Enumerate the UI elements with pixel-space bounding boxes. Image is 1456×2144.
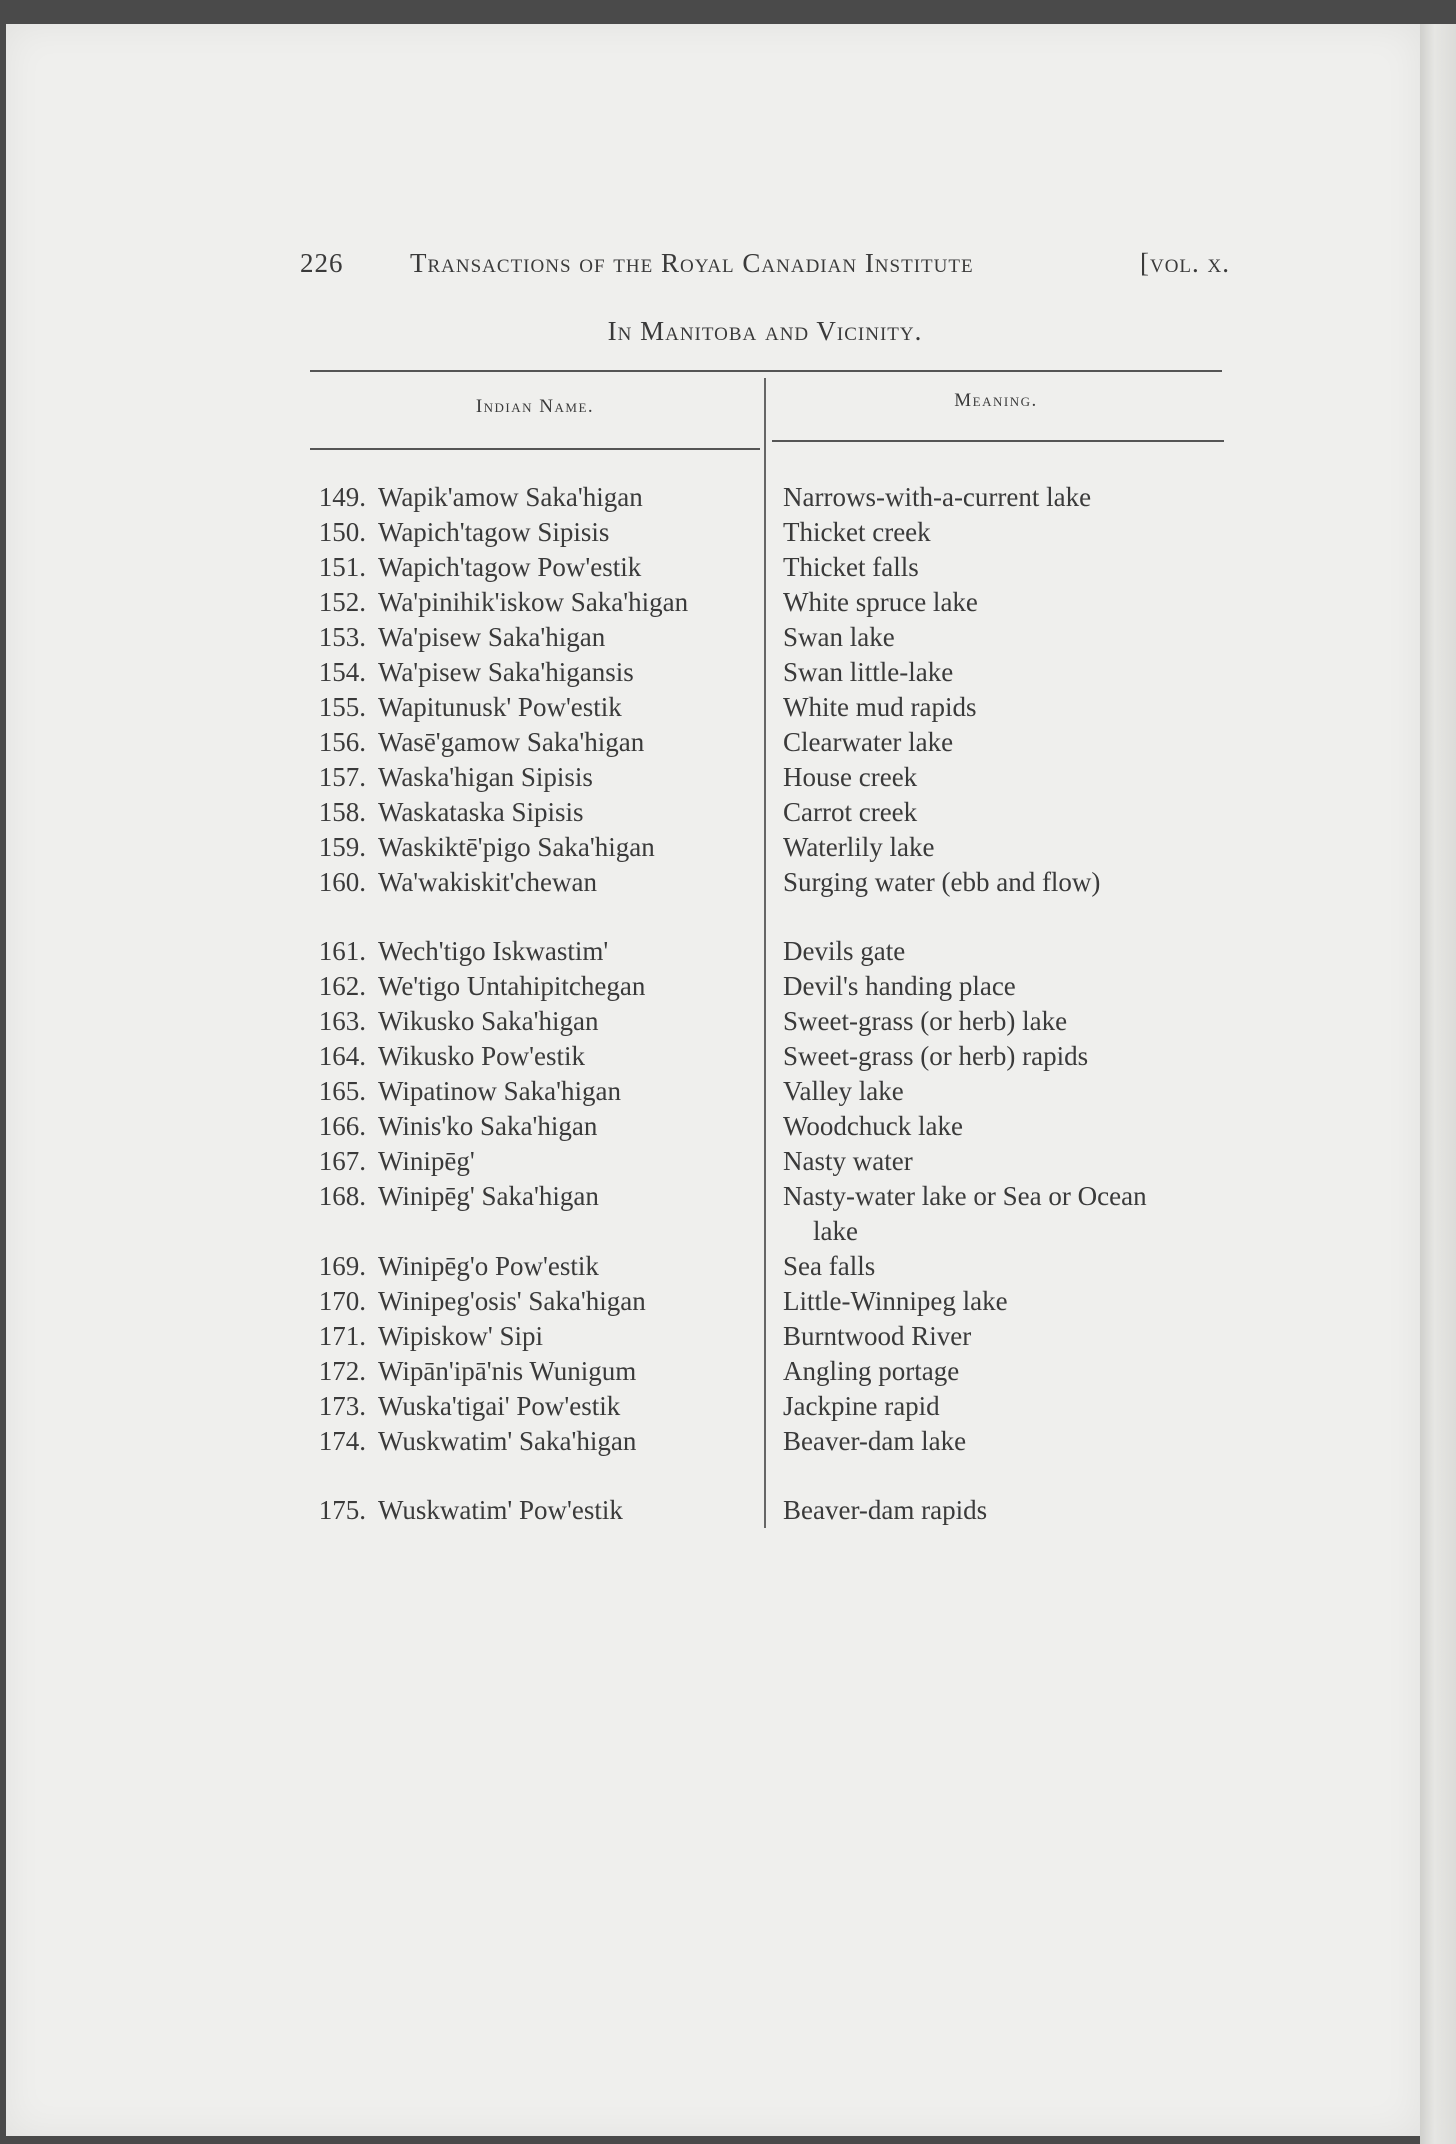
meaning: Woodchuck lake	[783, 1111, 964, 1141]
entry-number: 170.	[318, 1286, 366, 1316]
entry-number: 159.	[318, 832, 366, 862]
entry-number: 175.	[318, 1495, 366, 1525]
meaning: Swan lake	[783, 622, 895, 652]
meaning: Sweet-grass (or herb) rapids	[783, 1041, 1089, 1071]
entry-number: 165.	[318, 1076, 366, 1106]
entry-number: 161.	[318, 936, 366, 966]
meaning: Devils gate	[783, 936, 906, 966]
page-number: 226	[300, 248, 344, 278]
entry-number: 152.	[318, 587, 366, 617]
entry-number: 149.	[318, 482, 366, 512]
meaning: White mud rapids	[783, 692, 977, 722]
indian-name: Wapitunusk' Pow'estik	[378, 692, 622, 722]
indian-name: Winipēg'	[378, 1146, 475, 1176]
list-item	[310, 934, 1260, 969]
meaning: Angling portage	[783, 1356, 960, 1386]
entry-number: 169.	[318, 1251, 366, 1281]
list-item	[310, 865, 1260, 900]
entry-number: 168.	[318, 1181, 366, 1211]
list-item	[310, 1284, 1260, 1319]
volume-label: [vol. x.	[1139, 248, 1230, 278]
entry-number: 150.	[318, 517, 366, 547]
indian-name: Wasē'gamow Saka'higan	[378, 727, 645, 757]
meaning: Beaver-dam lake	[783, 1426, 967, 1456]
meaning: Thicket falls	[783, 552, 919, 582]
indian-name: Wapik'amow Saka'higan	[378, 482, 643, 512]
list-item	[310, 1004, 1260, 1039]
indian-name: Wipatinow Saka'higan	[378, 1076, 621, 1106]
meaning: Swan little-lake	[783, 657, 954, 687]
list-item	[310, 725, 1260, 760]
list-item	[310, 795, 1260, 830]
running-title: Transactions of the Royal Canadian Institute	[410, 248, 974, 278]
list-item	[310, 1074, 1260, 1109]
meaning: Burntwood River	[783, 1321, 972, 1351]
entry-number: 155.	[318, 692, 366, 722]
list-item	[310, 1389, 1260, 1424]
list-item	[310, 655, 1260, 690]
indian-name: Waskataska Sipisis	[378, 797, 584, 827]
list-item	[310, 585, 1260, 620]
indian-name: Wa'pisew Saka'higansis	[378, 657, 634, 687]
list-item	[310, 1109, 1260, 1144]
indian-name: Wipān'ipā'nis Wunigum	[378, 1356, 637, 1386]
meaning: Sea falls	[783, 1251, 876, 1281]
list-item	[310, 690, 1260, 725]
entry-number: 172.	[318, 1356, 366, 1386]
meaning: Nasty water	[783, 1146, 913, 1176]
entry-number: 166.	[318, 1111, 366, 1141]
list-item	[310, 515, 1260, 550]
indian-name: We'tigo Untahipitchegan	[378, 971, 646, 1001]
indian-name: Winipēg'o Pow'estik	[378, 1251, 599, 1281]
indian-name: Wikusko Pow'estik	[378, 1041, 586, 1071]
indian-name: Winipēg' Saka'higan	[378, 1181, 599, 1211]
list-item	[310, 1179, 1260, 1249]
running-header	[300, 248, 1230, 288]
entry-number: 154.	[318, 657, 366, 687]
list-item	[310, 1354, 1260, 1389]
section-subtitle: In Manitoba and Vicinity.	[607, 316, 923, 346]
column-header-name: Indian Name.	[475, 396, 595, 417]
entry-number: 153.	[318, 622, 366, 652]
meaning: Devil's handing place	[783, 971, 1016, 1001]
meaning: Clearwater lake	[783, 727, 954, 757]
meaning-continuation: lake	[813, 1216, 858, 1246]
indian-name: Wech'tigo Iskwastim'	[378, 936, 609, 966]
list-item	[310, 550, 1260, 585]
entry-number: 174.	[318, 1426, 366, 1456]
indian-name: Wa'wakiskit'chewan	[378, 867, 597, 897]
meaning: Valley lake	[783, 1076, 904, 1106]
list-item	[310, 1424, 1260, 1459]
entry-number: 171.	[318, 1321, 366, 1351]
entry-number: 158.	[318, 797, 366, 827]
indian-name: Waska'higan Sipisis	[378, 762, 593, 792]
meaning: Little-Winnipeg lake	[783, 1286, 1008, 1316]
list-item	[310, 1144, 1260, 1179]
name-header-underline	[310, 448, 760, 450]
list-item	[310, 969, 1260, 1004]
list-item	[310, 1039, 1260, 1074]
entry-number: 151.	[318, 552, 366, 582]
meaning: Thicket creek	[783, 517, 931, 547]
meaning: Jackpine rapid	[783, 1391, 940, 1421]
indian-name: Winipeg'osis' Saka'higan	[378, 1286, 646, 1316]
list-item	[310, 760, 1260, 795]
list-item	[310, 1249, 1260, 1284]
entry-number: 160.	[318, 867, 366, 897]
entry-number: 163.	[318, 1006, 366, 1036]
list-item	[310, 1493, 1260, 1528]
column-header-meaning: Meaning.	[954, 390, 1038, 411]
meaning: Narrows-with-a-current lake	[783, 482, 1092, 512]
meaning: White spruce lake	[783, 587, 978, 617]
indian-name: Wikusko Saka'higan	[378, 1006, 599, 1036]
indian-name: Wapich'tagow Pow'estik	[378, 552, 642, 582]
list-item	[310, 480, 1260, 515]
meaning: Surging water (ebb and flow)	[783, 867, 1101, 897]
entry-number: 164.	[318, 1041, 366, 1071]
indian-name: Wuskwatim' Pow'estik	[378, 1495, 623, 1525]
meaning: Waterlily lake	[783, 832, 935, 862]
indian-name: Winis'ko Saka'higan	[378, 1111, 598, 1141]
meaning: Beaver-dam rapids	[783, 1495, 988, 1525]
indian-name: Wapich'tagow Sipisis	[378, 517, 610, 547]
list-item	[310, 620, 1260, 655]
meaning: House creek	[783, 762, 918, 792]
table-top-rule	[310, 370, 1222, 372]
list-item	[310, 830, 1260, 865]
place-name-list	[310, 480, 1260, 1528]
meaning: Sweet-grass (or herb) lake	[783, 1006, 1068, 1036]
indian-name: Wa'pinihik'iskow Saka'higan	[378, 587, 689, 617]
entry-number: 173.	[318, 1391, 366, 1421]
list-item	[310, 1319, 1260, 1354]
indian-name: Wa'pisew Saka'higan	[378, 622, 606, 652]
meaning: Nasty-water lake or Sea or Ocean	[783, 1181, 1147, 1211]
meaning: Carrot creek	[783, 797, 918, 827]
indian-name: Wipiskow' Sipi	[378, 1321, 544, 1351]
entry-number: 162.	[318, 971, 366, 1001]
page-edge	[1420, 24, 1456, 2144]
entry-number: 157.	[318, 762, 366, 792]
indian-name: Wuska'tigai' Pow'estik	[378, 1391, 621, 1421]
indian-name: Waskiktē'pigo Saka'higan	[378, 832, 655, 862]
entry-number: 167.	[318, 1146, 366, 1176]
entry-number: 156.	[318, 727, 366, 757]
indian-name: Wuskwatim' Saka'higan	[378, 1426, 637, 1456]
meaning-header-underline	[772, 440, 1224, 442]
